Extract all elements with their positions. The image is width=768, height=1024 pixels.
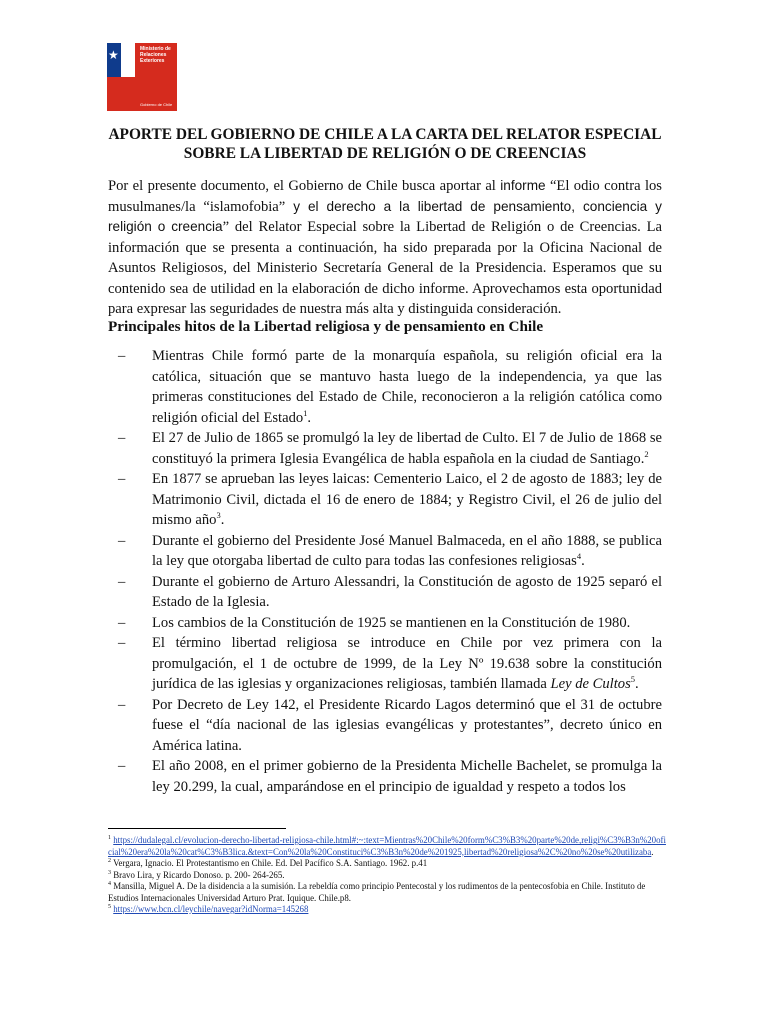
footnote-1: $^1$ https://dudalegal.cl/evolucion-derecho-libertad-religiosa-chile.html#:~:text=Mientras%20Chile%20form%C3%B3%20parte%20de,religi%C3%B3n%20oficial%20era%20la%20cat%C3%B3lica.&text=Con%20la%20Constituci%C3%B3n%20de%201925,libertad%20religiosa%2C%20no%20se%20utilizaba. bbox=[108, 835, 666, 857]
bullet-dash: – bbox=[118, 614, 126, 631]
bullet-dash: – bbox=[118, 696, 126, 713]
list-item: – Durante el gobierno del Presidente José Manuel Balmaceda, en el año 1888, se publica la ley que otorgaba libertad de culto para todas las confesiones religiosas$^4$. bbox=[118, 532, 662, 569]
footnote-ref-1: 1 bbox=[303, 407, 308, 418]
footnote-5: $^5$ https://www.bcn.cl/leychile/navegar?idNorma=145268 bbox=[108, 904, 309, 914]
intro-report-subject: y el derecho a la libertad de pensamiento, conciencia y religión o creencia bbox=[108, 198, 662, 234]
footnote-ref-3: 3 bbox=[216, 510, 221, 521]
list-item: – El año 2008, en el primer gobierno de la Presidenta Michelle Bachelet, se promulga la ley 20.299, la cual, amparándose en el principio de igualdad y respeto a todos los bbox=[118, 758, 662, 795]
law-name-italic: Ley de Cultos bbox=[550, 676, 631, 692]
bullet-dash: – bbox=[118, 430, 126, 446]
footnote-ref-4: 4 bbox=[576, 551, 582, 562]
bullet-dash: – bbox=[118, 758, 126, 774]
title-line-2: SOBRE LA LIBERTAD DE RELIGIÓN O DE CREENCIAS bbox=[183, 145, 587, 162]
government-logo bbox=[107, 43, 177, 111]
list-item: – Por Decreto de Ley 142, el Presidente Ricardo Lagos determinó que el 31 de octubre fuese el “día nacional de las iglesias evangélicas y protestantes”, decreto único en América latina. bbox=[118, 696, 662, 754]
footnote-ref-2: 2 bbox=[644, 448, 649, 459]
document-title bbox=[108, 125, 662, 163]
milestone-list bbox=[108, 346, 662, 797]
footnotes bbox=[108, 835, 668, 916]
footnote-ref-5: 5 bbox=[630, 674, 636, 685]
footnote-4: $^4$ Mansilla, Miguel A. De la disidencia a la sumisión. La rebeldía como principio Pentecostal y los rudimentos de la pentecosfobia en Chile. Instituto de Estudios Internacionales Universidad Arturo Prat. Iquique. Chile.p8. bbox=[108, 881, 646, 903]
list-item: – Durante el gobierno de Arturo Alessandri, la Constitución de agosto de 1925 separó el Estado de la Iglesia. bbox=[118, 573, 662, 610]
intro-report-word: informe bbox=[500, 178, 546, 193]
bullet-dash: – bbox=[118, 348, 126, 364]
section-heading: Principales hitos de la Libertad religiosa y de pensamiento en Chile bbox=[108, 318, 544, 335]
logo-ministry-text: Ministerio de Relaciones Exteriores bbox=[140, 46, 171, 64]
bullet-dash: – bbox=[118, 635, 126, 651]
star-icon: ★ bbox=[108, 48, 119, 62]
footnote-1-link[interactable]: https://dudalegal.cl/evolucion-derecho-libertad-religiosa-chile.html#:~:text=Mientras%20Chile%20form%C3%B3%20parte%20de,religi%C3%B3n%20oficial%20era%20la%20cat%C3%B3lica.&text=Con%20la%20Constituci%C3%B3n%20de%201925,libertad%20religiosa%2C%20no%20se%20utilizaba bbox=[108, 835, 666, 857]
bullet-dash: – bbox=[118, 573, 126, 590]
bullet-dash: – bbox=[118, 532, 126, 549]
list-item: – Mientras Chile formó parte de la monarquía española, su religión oficial era la católica, situación que se mantuvo hasta luego de la independencia, ya que las primeras constituciones del Estado de Chile, reconocieron a la religión católica como religión oficial del Estado$^1$. bbox=[118, 348, 662, 426]
chile-flag-emblem bbox=[107, 43, 135, 111]
logo-government-text: Gobierno de Chile bbox=[140, 102, 173, 107]
footnote-3: $^3$ Bravo Lira, y Ricardo Donoso. p. 200- 264-265. bbox=[108, 869, 285, 880]
footnote-divider bbox=[108, 828, 286, 829]
intro-paragraph: Por el presente documento, el Gobierno de Chile busca aportar al informe “El odio contra los musulmanes/la “islamofobia” y el derecho a la libertad de pensamiento, conciencia y religión o creencia” del Relator Especial sobre la Libertad de Religión o de Creencias. La información que se presenta a continuación, ha sido preparada por la Oficina Nacional de Asuntos Religiosos, del Ministerio Secretaría General de la Presidencia. Esperamos que su contenido sea de utilidad en la elaboración de dicho informe. Aprovechamos esta oportunidad para expresar las seguridades de nuestra más alta y distinguida consideración. bbox=[108, 178, 663, 317]
list-item: – El 27 de Julio de 1865 se promulgó la ley de libertad de Culto. El 7 de Julio de 1868 se constituyó la primera Iglesia Evangélica de habla española en la ciudad de Santiago.$^2$ bbox=[118, 430, 662, 467]
footnote-2: $^2$ Vergara, Ignacio. El Protestantismo en Chile. Ed. Del Pacífico S.A. Santiago. 1962. p.41 bbox=[108, 858, 428, 868]
list-item: – En 1877 se aprueban las leyes laicas: Cementerio Laico, el 2 de agosto de 1883; ley de Matrimonio Civil, dictada el 16 de enero de 1884; y Registro Civil, el 26 de julio del mismo año$^3$. bbox=[118, 471, 662, 528]
list-item: – El término libertad religiosa se introduce en Chile por vez primera con la promulgación, el 1 de octubre de 1999, de la Ley Nº 19.638 sobre la constitución jurídica de las iglesias y organizaciones religiosas, también llamada Ley de Cultos$^5$. bbox=[118, 635, 662, 692]
footnote-5-link[interactable]: https://www.bcn.cl/leychile/navegar?idNorma=145268 bbox=[113, 904, 309, 914]
bullet-dash: – bbox=[118, 471, 126, 487]
title-line-1: APORTE DEL GOBIERNO DE CHILE A LA CARTA DEL RELATOR ESPECIAL bbox=[108, 126, 662, 143]
list-item: – Los cambios de la Constitución de 1925 se mantienen en la Constitución de 1980. bbox=[108, 613, 662, 634]
